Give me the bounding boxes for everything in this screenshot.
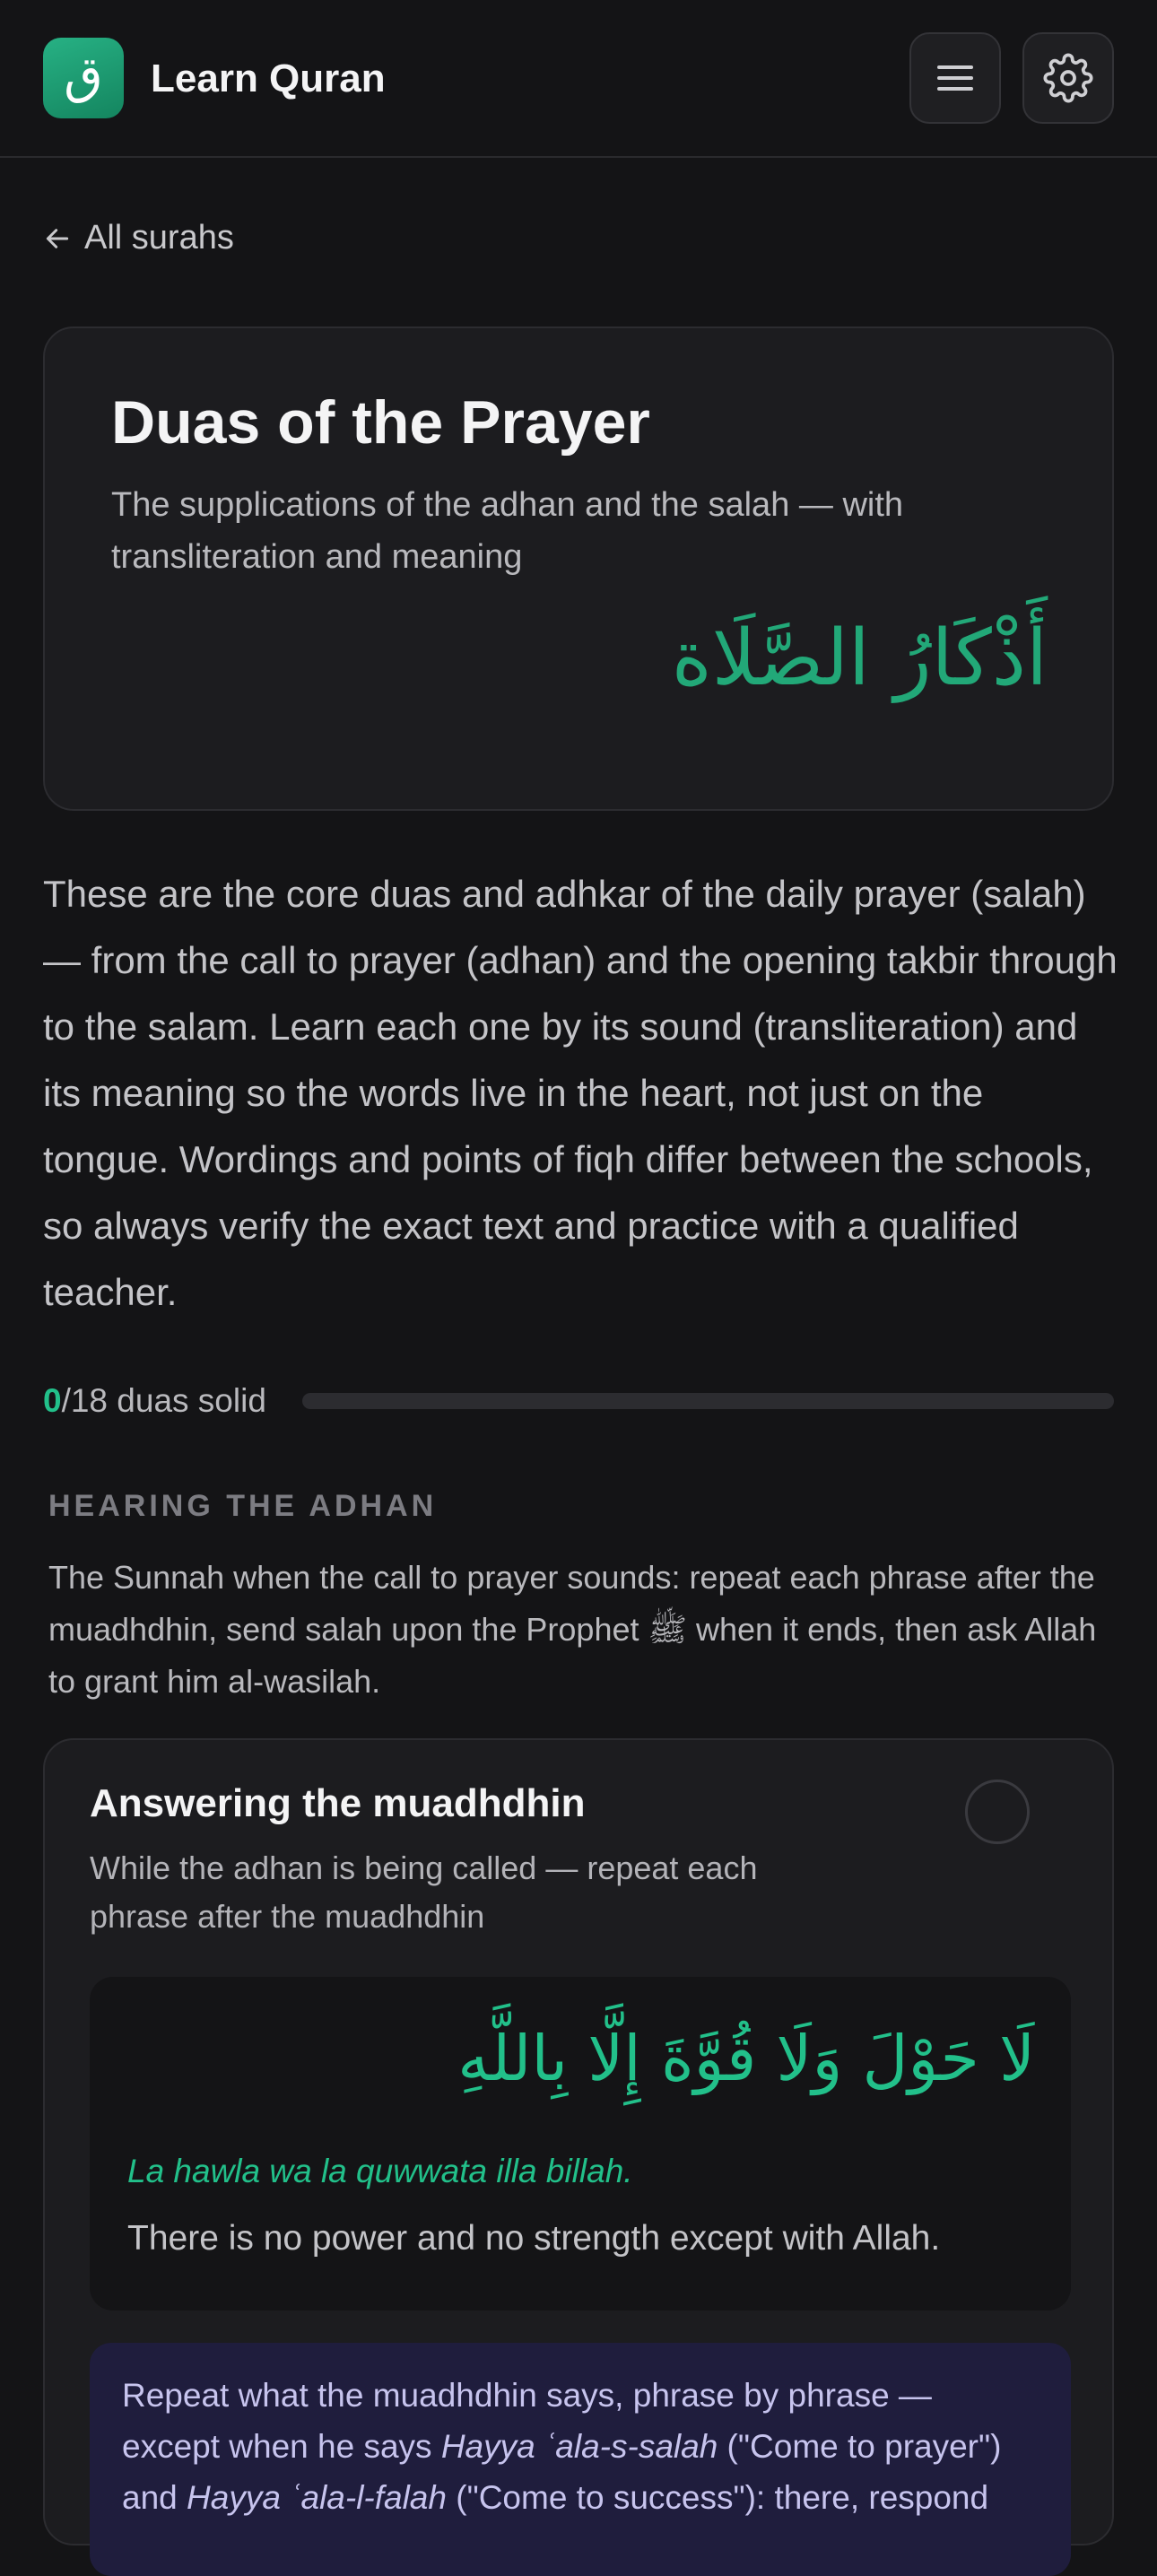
note-emphasis-1: Hayya ʿala-s-salah (440, 2428, 718, 2465)
dua-title: Answering the muadhdhin (90, 1781, 586, 1825)
mark-solid-toggle[interactable] (965, 1780, 1030, 1844)
dua-card[interactable] (43, 1738, 1114, 2546)
note-text-3: ("Come to success"): there, respond (446, 2479, 989, 2516)
app-title[interactable]: Learn Quran (151, 57, 386, 100)
hamburger-icon (935, 62, 975, 94)
gear-icon (1043, 53, 1093, 103)
back-to-surahs-link[interactable] (43, 219, 234, 257)
page-title: Duas of the Prayer (111, 388, 650, 457)
progress-count: 0 (43, 1382, 62, 1419)
dua-text-box (90, 1977, 1071, 2311)
dua-transliteration: La hawla wa la quwwata illa billah. (127, 2153, 633, 2189)
app-logo[interactable]: ق (43, 38, 124, 118)
arrow-left-icon (43, 224, 72, 253)
note-emphasis-2: Hayya ʿala-l-falah (187, 2479, 447, 2516)
note-text-1: Repeat what the muadhdhin says, phrase by phrase — except when he says (122, 2377, 932, 2465)
note-text-2: ("Come to prayer") and (122, 2428, 1002, 2516)
settings-button[interactable] (1022, 32, 1114, 124)
top-bar (0, 0, 1157, 158)
hero-arabic-title: أَذْكَارُ الصَّلَاة (671, 614, 1048, 703)
intro-paragraph: These are the core duas and adhkar of the daily prayer (salah) — from the call to prayer (adhan) and the opening takbir through to the salam. Learn each one by its sound (transliteration) and its meaning so the words live in the heart, not just on the tongue. Wordings and points of fiqh differ between the schools, so always verify the exact text and practice with a qualified teacher. (43, 873, 1118, 1313)
progress-row (43, 1376, 1114, 1426)
menu-button[interactable] (909, 32, 1001, 124)
back-link-label: All surahs (84, 219, 234, 257)
page-subtitle: The supplications of the adhan and the salah — with transliteration and meaning (111, 486, 904, 576)
progress-label (43, 1382, 266, 1420)
hero-card (43, 326, 1114, 811)
dua-subtitle: While the adhan is being called — repeat each phrase after the muadhdhin (90, 1849, 758, 1935)
dua-arabic: لَا حَوْلَ وَلَا قُوَّةَ إِلَّا بِاللَّهِ (457, 2022, 1035, 2095)
section-description: The Sunnah when the call to prayer sounds: repeat each phrase after the muadhdhin, send salah upon the Prophet ﷺ when it ends, then ask Allah to grant him al-wasilah. (48, 1559, 1097, 1700)
progress-bar (302, 1393, 1114, 1409)
progress-suffix: /18 duas solid (61, 1382, 266, 1419)
dua-meaning: There is no power and no strength except with Allah. (127, 2219, 941, 2258)
section-heading: HEARING THE ADHAN (48, 1489, 438, 1523)
dua-note (90, 2343, 1071, 2576)
